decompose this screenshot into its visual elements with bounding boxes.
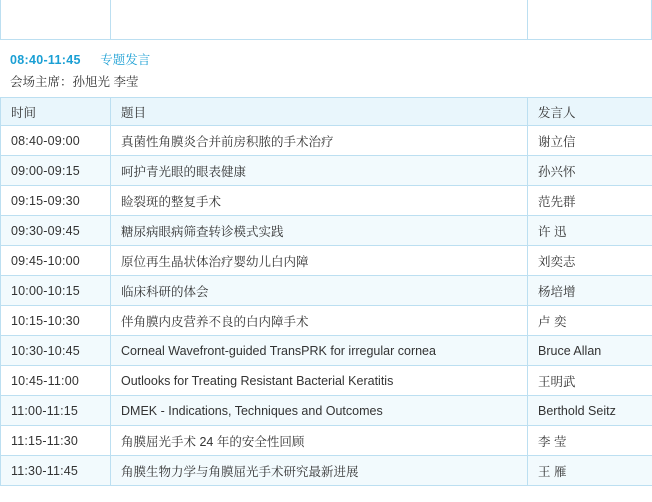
table-row (1, 426, 652, 456)
cell-speaker: 卢 奕 (528, 306, 652, 336)
table-row (1, 306, 652, 336)
session-time: 08:40-11:45 (10, 53, 81, 67)
session-chair: 会场主席：孙旭光 李莹 (10, 75, 139, 89)
table-row (1, 336, 652, 366)
cell-title: 角膜屈光手术 24 年的安全性回顾 (111, 426, 528, 456)
cell-speaker: Bruce Allan (528, 336, 652, 366)
column-header-title: 题目 (111, 98, 528, 126)
cell-speaker: 谢立信 (528, 126, 652, 156)
cell-title: 临床科研的体会 (111, 276, 528, 306)
table-row (1, 456, 652, 486)
table-border-column-1 (110, 0, 111, 39)
cell-title: 角膜生物力学与角膜屈光手术研究最新进展 (111, 456, 528, 486)
cell-speaker: 王 雁 (528, 456, 652, 486)
cell-time: 11:00-11:15 (1, 396, 111, 426)
session-header (0, 40, 652, 97)
cell-time: 10:45-11:00 (1, 366, 111, 396)
cell-title: 伴角膜内皮营养不良的白内障手术 (111, 306, 528, 336)
cell-title: 糖尿病眼病筛查转诊模式实践 (111, 216, 528, 246)
agenda-table (0, 97, 652, 486)
table-row (1, 156, 652, 186)
cell-title: DMEK - Indications, Techniques and Outcomes (111, 396, 528, 426)
session-title-line (10, 50, 642, 70)
cell-time: 10:15-10:30 (1, 306, 111, 336)
top-banner-area (0, 0, 652, 40)
cell-time: 09:30-09:45 (1, 216, 111, 246)
cell-speaker: 王明武 (528, 366, 652, 396)
cell-title: 原位再生晶状体治疗婴幼儿白内障 (111, 246, 528, 276)
table-border-left (0, 0, 1, 39)
cell-title: 睑裂斑的整复手术 (111, 186, 528, 216)
session-type: 专题发言 (100, 53, 151, 67)
cell-speaker: Berthold Seitz (528, 396, 652, 426)
table-row (1, 396, 652, 426)
cell-time: 08:40-09:00 (1, 126, 111, 156)
table-row (1, 246, 652, 276)
cell-speaker: 刘奕志 (528, 246, 652, 276)
agenda-table-body (1, 126, 652, 486)
cell-time: 11:30-11:45 (1, 456, 111, 486)
cell-time: 09:45-10:00 (1, 246, 111, 276)
cell-speaker: 范先群 (528, 186, 652, 216)
cell-speaker: 李 莹 (528, 426, 652, 456)
cell-title: 真菌性角膜炎合并前房积脓的手术治疗 (111, 126, 528, 156)
cell-title: 呵护青光眼的眼表健康 (111, 156, 528, 186)
table-header-row (1, 98, 652, 126)
table-row (1, 126, 652, 156)
table-row (1, 216, 652, 246)
cell-time: 10:00-10:15 (1, 276, 111, 306)
cell-time: 09:00-09:15 (1, 156, 111, 186)
cell-title: Outlooks for Treating Resistant Bacterial Keratitis (111, 366, 528, 396)
table-row (1, 366, 652, 396)
cell-time: 11:15-11:30 (1, 426, 111, 456)
cell-speaker: 杨培增 (528, 276, 652, 306)
cell-time: 09:15-09:30 (1, 186, 111, 216)
table-row (1, 186, 652, 216)
table-border-column-2 (527, 0, 528, 39)
column-header-time: 时间 (1, 98, 111, 126)
cell-time: 10:30-10:45 (1, 336, 111, 366)
cell-speaker: 许 迅 (528, 216, 652, 246)
table-row (1, 276, 652, 306)
column-header-speaker: 发言人 (528, 98, 652, 126)
cell-title: Corneal Wavefront-guided TransPRK for irregular cornea (111, 336, 528, 366)
cell-speaker: 孙兴怀 (528, 156, 652, 186)
